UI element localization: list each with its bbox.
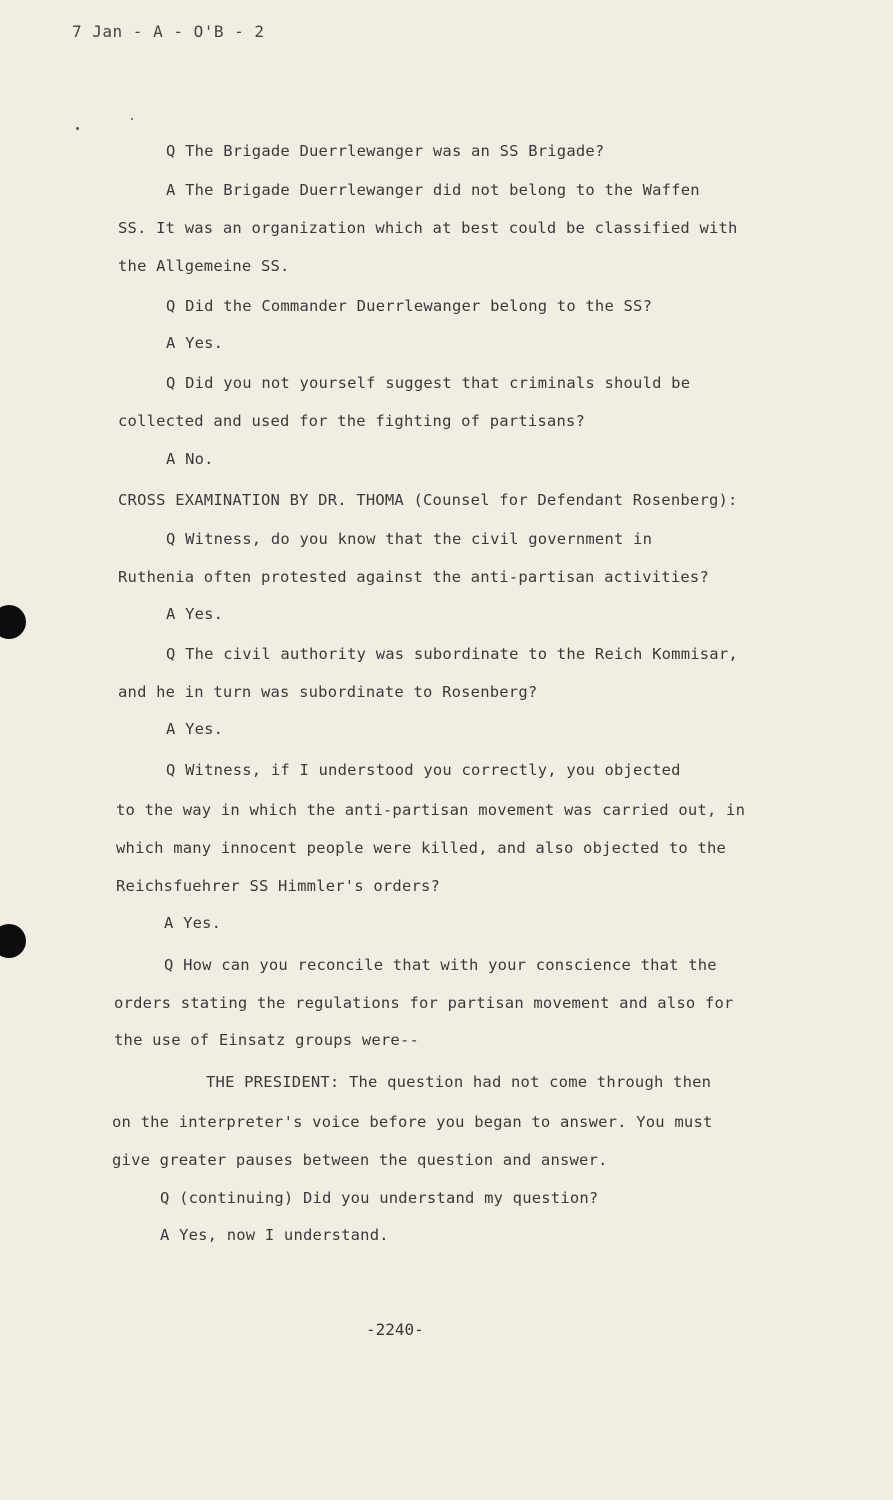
transcript-line: Q Witness, if I understood you correctly, you objected <box>166 761 681 779</box>
transcript-line: A Yes. <box>166 334 224 352</box>
transcript-line: Ruthenia often protested against the anti-partisan activities? <box>118 568 709 586</box>
transcript-line: SS. It was an organization which at best could be classified with <box>118 219 738 237</box>
transcript-line: Q Did the Commander Duerrlewanger belong to the SS? <box>166 297 653 315</box>
section-heading: CROSS EXAMINATION BY DR. THOMA (Counsel for Defendant Rosenberg): <box>118 491 738 509</box>
transcript-line: Q The civil authority was subordinate to the Reich Kommisar, <box>166 645 738 663</box>
transcript-line: A No. <box>166 450 214 468</box>
transcript-line: Q How can you reconcile that with your conscience that the <box>164 956 717 974</box>
transcript-line: A Yes. <box>166 605 224 623</box>
transcript-line: on the interpreter's voice before you began to answer. You must <box>112 1113 713 1131</box>
ink-speck <box>76 127 79 130</box>
transcript-line: Q Witness, do you know that the civil government in <box>166 530 653 548</box>
punch-hole <box>0 605 26 639</box>
transcript-line: the Allgemeine SS. <box>118 257 290 275</box>
transcript-line: the use of Einsatz groups were-- <box>114 1031 420 1049</box>
transcript-line: orders stating the regulations for partisan movement and also for <box>114 994 734 1012</box>
page-header: 7 Jan - A - O'B - 2 <box>72 22 265 41</box>
transcript-line: Reichsfuehrer SS Himmler's orders? <box>116 877 441 895</box>
transcript-line: Q (continuing) Did you understand my question? <box>160 1189 599 1207</box>
transcript-line: THE PRESIDENT: The question had not come through then <box>206 1073 712 1091</box>
transcript-line: and he in turn was subordinate to Rosenberg? <box>118 683 538 701</box>
punch-hole <box>0 924 26 958</box>
transcript-line: give greater pauses between the question and answer. <box>112 1151 608 1169</box>
transcript-line: A Yes. <box>166 720 224 738</box>
transcript-line: A Yes. <box>164 914 222 932</box>
ink-speck <box>131 118 133 120</box>
transcript-line: Q Did you not yourself suggest that criminals should be <box>166 374 691 392</box>
transcript-line: to the way in which the anti-partisan movement was carried out, in <box>116 801 746 819</box>
page-number: -2240- <box>366 1320 424 1339</box>
transcript-line: collected and used for the fighting of partisans? <box>118 412 586 430</box>
transcript-line: which many innocent people were killed, and also objected to the <box>116 839 727 857</box>
transcript-line: A The Brigade Duerrlewanger did not belong to the Waffen <box>166 181 700 199</box>
transcript-line: Q The Brigade Duerrlewanger was an SS Brigade? <box>166 142 605 160</box>
transcript-line: A Yes, now I understand. <box>160 1226 389 1244</box>
